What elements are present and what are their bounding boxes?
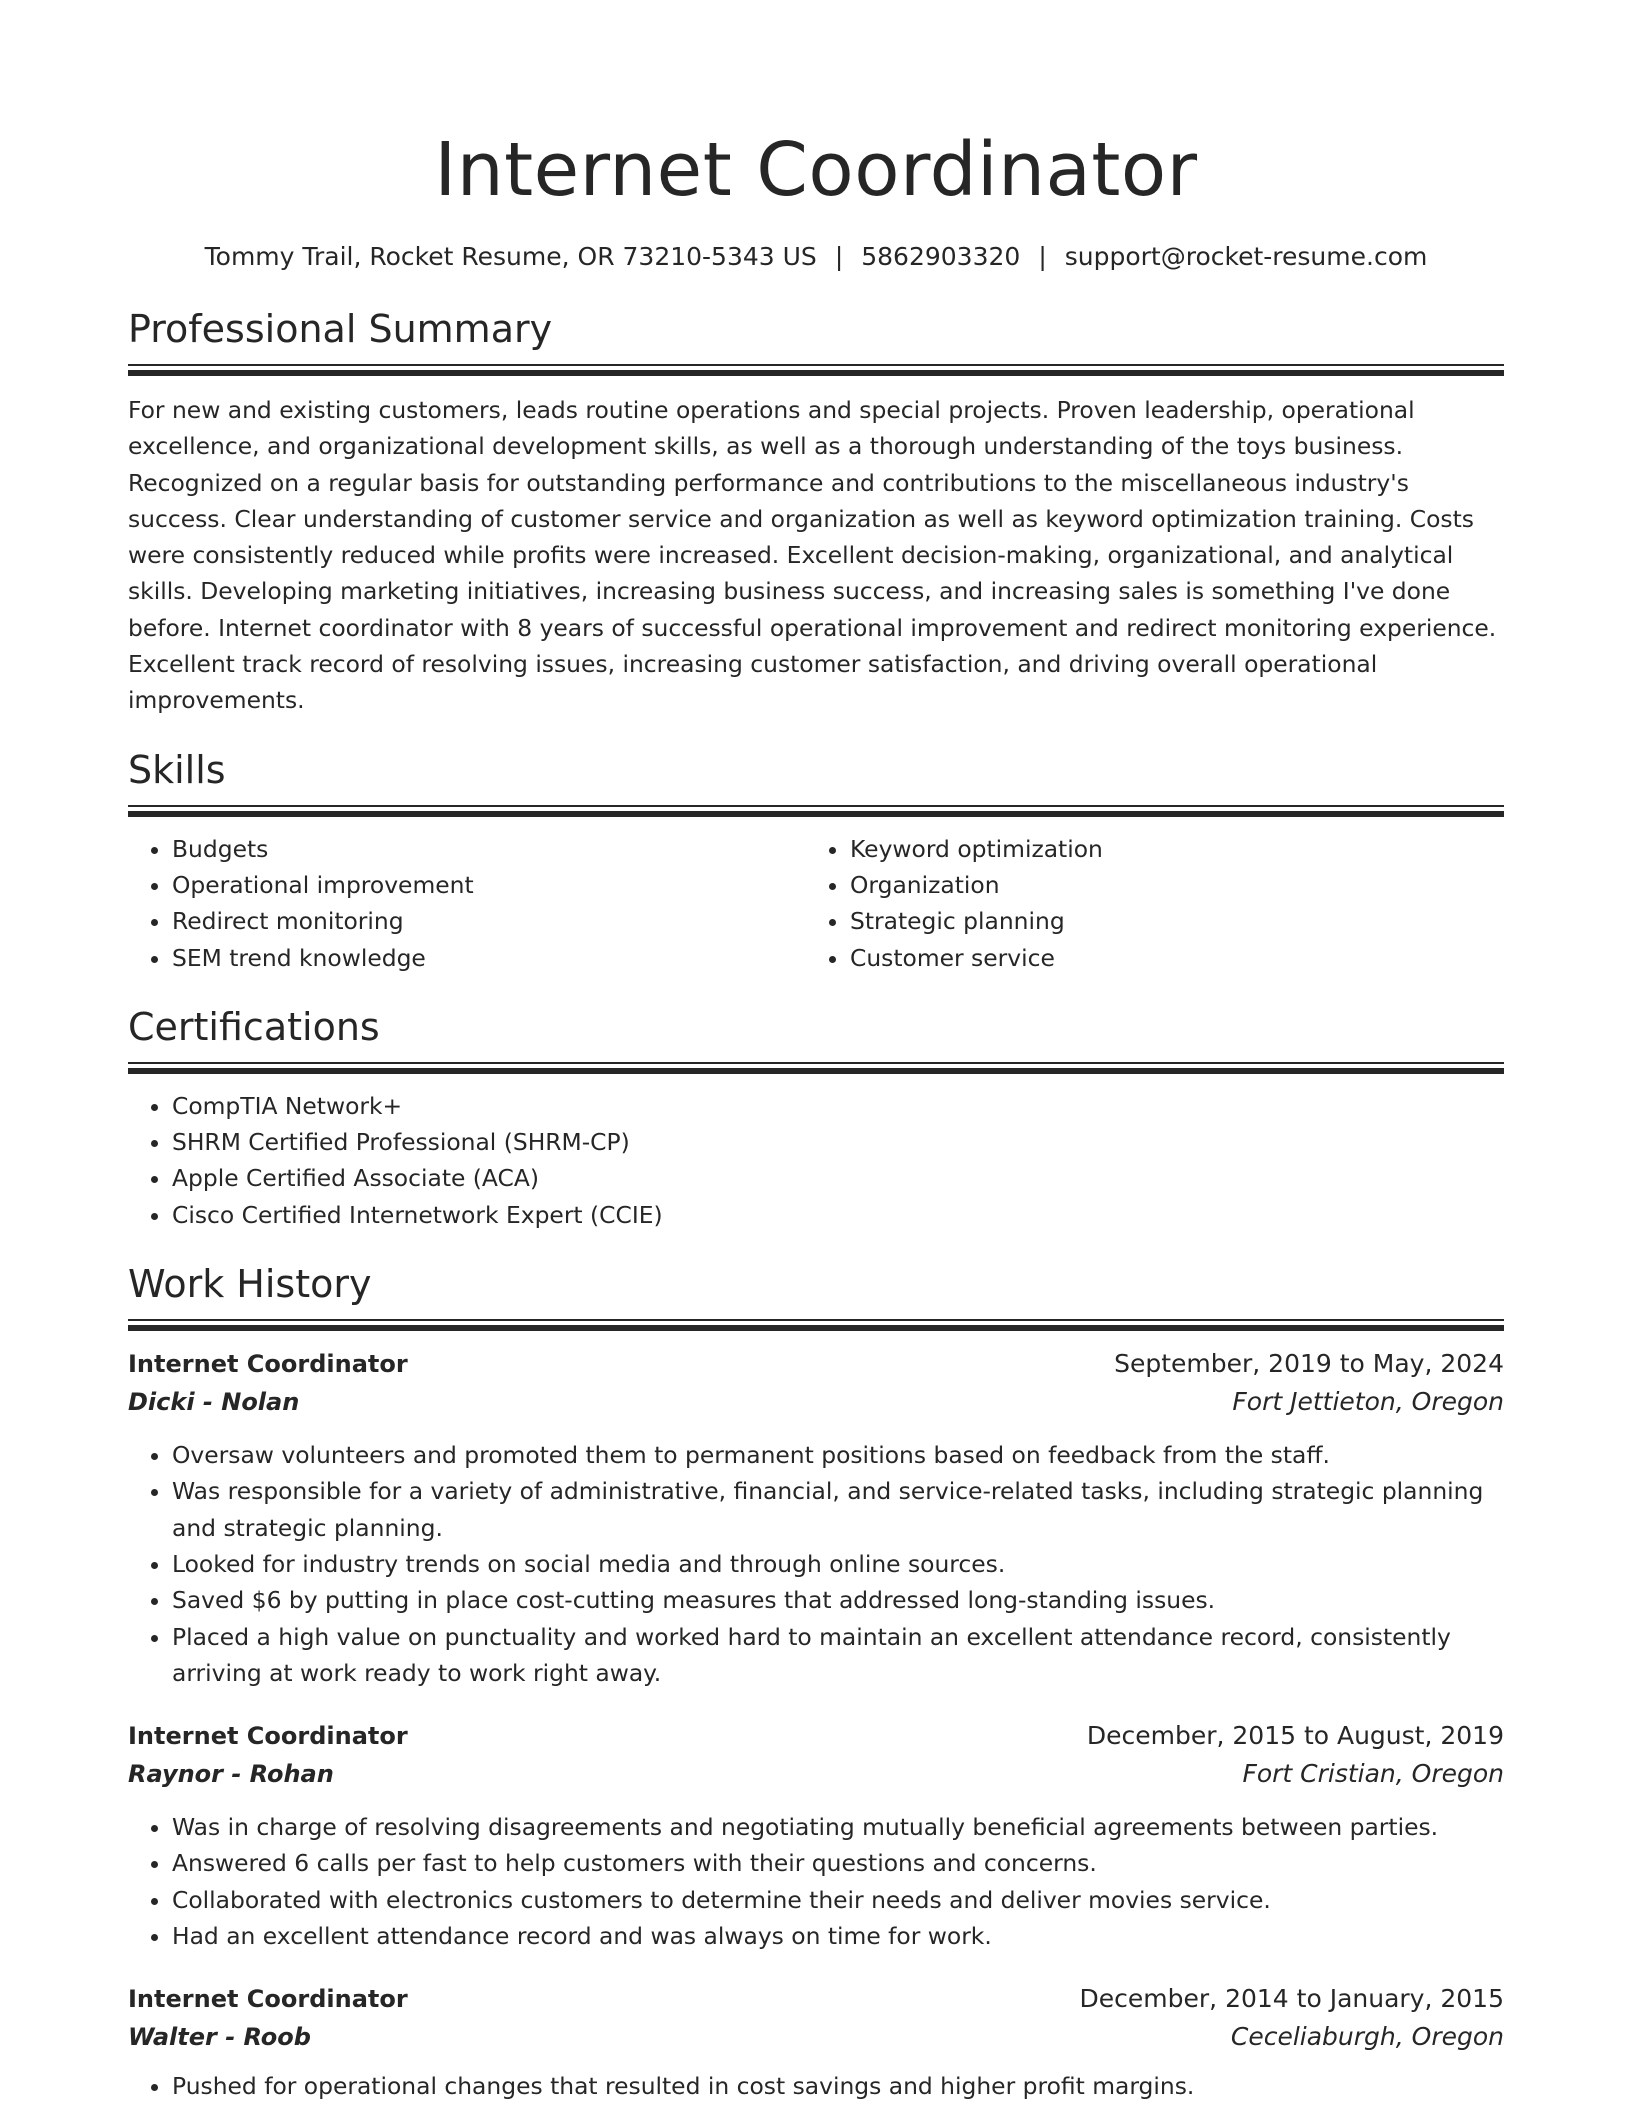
job-company: Walter - Roob <box>128 2023 311 2052</box>
section-title-work-history: Work History <box>128 1262 372 1307</box>
certifications-section <box>128 1002 1504 1233</box>
job-subheader <box>128 1755 1504 1793</box>
skills-list-right <box>806 831 1484 976</box>
section-divider <box>128 364 1504 376</box>
job-header <box>128 1717 1504 1755</box>
skill-item: • Operational improvement <box>172 867 806 903</box>
job-dates: December, 2014 to January, 2015 <box>1079 1984 1504 2014</box>
job-bullets <box>128 2068 1504 2104</box>
skills-column-left <box>128 831 806 976</box>
contact-separator: | <box>834 242 844 271</box>
section-divider <box>128 1062 1504 1074</box>
certifications-list <box>128 1088 1504 1233</box>
job-location: Ceceliaburgh, Oregon <box>1230 2022 1504 2052</box>
contact-separator: | <box>1038 242 1047 271</box>
job-bullet: • Had an excellent attendance record and was always on time for work. <box>172 1918 1504 1954</box>
skill-item: • Customer service <box>850 940 1484 976</box>
job-company: Raynor - Rohan <box>128 1760 334 1789</box>
skills-section <box>128 745 1504 976</box>
section-title-certifications: Certifications <box>128 1004 380 1049</box>
resume-page <box>128 0 1504 2105</box>
job-dates: September, 2019 to May, 2024 <box>1114 1349 1504 1379</box>
contact-email: support@rocket-resume.com <box>1064 242 1428 271</box>
contact-phone: 5862903320 <box>861 242 1021 271</box>
skill-item: • SEM trend knowledge <box>172 940 806 976</box>
certification-item: • Cisco Certified Internetwork Expert (CCIE) <box>172 1197 1504 1233</box>
job-bullets <box>128 1809 1504 1954</box>
job-bullet: • Pushed for operational changes that resulted in cost savings and higher profit margins. <box>172 2068 1504 2104</box>
job-header <box>128 1980 1504 2018</box>
job-dates: December, 2015 to August, 2019 <box>1086 1721 1504 1751</box>
contact-line <box>128 240 1504 274</box>
skills-column-right <box>806 831 1484 976</box>
job-title: Internet Coordinator <box>128 1985 408 2014</box>
job-subheader <box>128 2018 1504 2056</box>
job-bullets <box>128 1437 1504 1691</box>
job-header <box>128 1345 1504 1383</box>
certification-item: • Apple Certified Associate (ACA) <box>172 1160 1504 1196</box>
job-location: Fort Cristian, Oregon <box>1242 1759 1504 1789</box>
job-entry <box>128 1980 1504 2104</box>
section-divider <box>128 1319 1504 1331</box>
job-bullet: • Was responsible for a variety of administrative, financial, and service-related tasks, including strategic planning and strategic planning. <box>172 1473 1504 1546</box>
job-bullet: • Collaborated with electronics customers to determine their needs and deliver movies service. <box>172 1882 1504 1918</box>
job-bullet: • Was in charge of resolving disagreements and negotiating mutually beneficial agreements between parties. <box>172 1809 1504 1845</box>
job-bullet: • Saved $6 by putting in place cost-cutting measures that addressed long-standing issues. <box>172 1582 1504 1618</box>
contact-address: Tommy Trail, Rocket Resume, OR 73210-5343 US <box>204 242 817 271</box>
job-bullet: • Placed a high value on punctuality and worked hard to maintain an excellent attendance record, consistently arriving at work ready to work right away. <box>172 1619 1504 1692</box>
job-entry <box>128 1345 1504 1691</box>
job-company: Dicki - Nolan <box>128 1388 300 1417</box>
skill-item: • Strategic planning <box>850 903 1484 939</box>
resume-name: Internet Coordinator <box>434 127 1198 213</box>
job-subheader <box>128 1383 1504 1421</box>
certification-item: • CompTIA Network+ <box>172 1088 1504 1124</box>
skill-item: • Redirect monitoring <box>172 903 806 939</box>
job-bullet: • Answered 6 calls per fast to help customers with their questions and concerns. <box>172 1845 1504 1881</box>
job-title: Internet Coordinator <box>128 1350 408 1379</box>
section-divider <box>128 805 1504 817</box>
skill-item: • Budgets <box>172 831 806 867</box>
skills-list-left <box>128 831 806 976</box>
summary-section <box>128 304 1504 719</box>
job-title: Internet Coordinator <box>128 1722 408 1751</box>
skills-columns <box>128 831 1504 976</box>
skill-item: • Keyword optimization <box>850 831 1484 867</box>
certification-item: • SHRM Certified Professional (SHRM-CP) <box>172 1124 1504 1160</box>
summary-text: For new and existing customers, leads routine operations and special projects. Proven leadership, operational excellence, and organizational development skills, as well as a thorough understanding of the toys business. Recognized on a regular basis for outstanding performance and contributions to the miscellaneous industry's success. Clear understanding of customer service and organization as well as keyword optimization training. Costs were consistently reduced while profits were increased. Excellent decision-making, organizational, and analytical skills. Developing marketing initiatives, increasing business success, and increasing sales is something I've done before. Internet coordinator with 8 years of successful operational improvement and redirect monitoring experience. Excellent track record of resolving issues, increasing customer satisfaction, and driving overall operational improvements. <box>128 396 1497 715</box>
skill-item: • Organization <box>850 867 1484 903</box>
section-title-skills: Skills <box>128 747 226 792</box>
work-history-section <box>128 1259 1504 2105</box>
job-bullet: • Looked for industry trends on social media and through online sources. <box>172 1546 1504 1582</box>
section-title-summary: Professional Summary <box>128 307 553 351</box>
job-entry <box>128 1717 1504 1954</box>
job-location: Fort Jettieton, Oregon <box>1232 1387 1504 1417</box>
job-bullet: • Oversaw volunteers and promoted them to permanent positions based on feedback from the staff. <box>172 1437 1504 1473</box>
